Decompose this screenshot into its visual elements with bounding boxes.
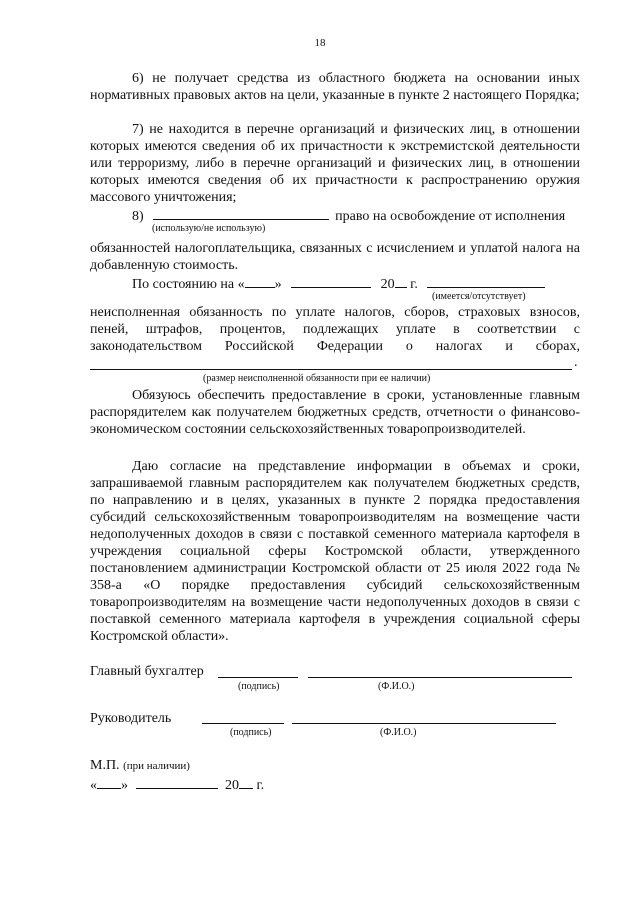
obligation-block bbox=[90, 387, 580, 438]
status-presence-blank[interactable] bbox=[427, 274, 545, 288]
amount-blank[interactable] bbox=[90, 369, 572, 370]
status-text: неисполненная обязанность по уплате налогов, сборов, страховых взносов, пеней, штрафов, процентов, подлежащих уплате в соответствии с законодательством Российской Федерации о налогах и сборах, bbox=[90, 305, 580, 354]
amount-hint: (размер неисполненной обязанности при ее наличии) bbox=[203, 373, 431, 384]
stamp-year-blank[interactable] bbox=[239, 775, 253, 789]
page-number: 18 bbox=[314, 37, 326, 49]
stamp-label: М.П. bbox=[90, 758, 120, 773]
status-hint: (имеется/отсутствует) bbox=[432, 291, 526, 302]
stamp-line bbox=[90, 757, 580, 775]
stamp-year: 20 bbox=[225, 778, 239, 793]
status-end-dot: . bbox=[574, 355, 578, 370]
item-8-continuation: обязанностей налогоплательщика, связанных с исчислением и уплатой налога на добавленную стоимость. bbox=[90, 241, 580, 273]
stamp-note: (при наличии) bbox=[123, 760, 190, 772]
consent-text: Даю согласие на представление информации в объемах и сроки, запрашиваемой главным распорядителем как получателем бюджетных средств, по направлению и в целях, указанных в пункте 2 порядка предоставления субсидий сельскохозяйственным товаропроизводителям на возмещение части недополученных доходов в связи с поставкой семенного материала картофеля в учреждения социальной сферы Костромской области, утвержденного постановлением администрации Костромской области от 25 июля 2022 года № 358-а «О порядке предоставления субсидий сельскохозяйственным товаропроизводителям на возмещение части недополученных доходов в связи с поставкой семенного материала картофеля в учреждения социальной сферы Костромской области». bbox=[90, 459, 580, 644]
consent-block bbox=[90, 458, 580, 645]
head-line bbox=[90, 710, 580, 727]
status-text-block bbox=[90, 304, 580, 355]
head-signature-hint: (подпись) bbox=[230, 727, 272, 738]
status-year: 20 bbox=[380, 277, 395, 292]
stamp-quote-open: « bbox=[90, 778, 97, 793]
chief-accountant-name-field[interactable] bbox=[308, 677, 572, 678]
head-signature-field[interactable] bbox=[202, 723, 284, 724]
head-label: Руководитель bbox=[90, 711, 172, 726]
obligation-text: Обязуюсь обеспечить предоставление в сроки, установленные главным распорядителем как получателем бюджетных средств, отчетности о финансово-экономическом состоянии сельскохозяйственных товаропроизводителей. bbox=[90, 388, 580, 437]
status-day-blank[interactable] bbox=[245, 274, 275, 288]
head-name-field[interactable] bbox=[292, 723, 556, 724]
item-7-text: 7) не находится в перечне организаций и физических лиц, в отношении которых имеются сведения об их причастности к экстремистской деятельности или терроризму, либо в перечне организаций и физических лиц, в отношении которых имеются сведения об их причастности к распространению оружия массового уничтожения; bbox=[90, 122, 580, 205]
stamp-month-blank[interactable] bbox=[136, 775, 218, 789]
stamp-day-blank[interactable] bbox=[97, 775, 121, 789]
chief-accountant-name-hint: (Ф.И.О.) bbox=[378, 681, 415, 692]
item-6 bbox=[90, 70, 580, 104]
item-8-number: 8) bbox=[132, 209, 144, 224]
stamp-year-suffix: г. bbox=[256, 778, 265, 793]
status-quote-close: » bbox=[274, 277, 282, 292]
item-8-text: право на освобождение от исполнения bbox=[335, 209, 566, 224]
item-8-continuation-block bbox=[90, 240, 580, 274]
status-prefix: По состоянию на « bbox=[132, 277, 245, 292]
chief-accountant-signature-hint: (подпись) bbox=[238, 681, 280, 692]
status-year-blank[interactable] bbox=[395, 274, 407, 288]
stamp-date-line bbox=[90, 775, 580, 794]
item-8-blank[interactable] bbox=[153, 206, 329, 220]
status-month-blank[interactable] bbox=[291, 274, 371, 288]
status-year-suffix: г. bbox=[410, 277, 418, 292]
chief-accountant-label: Главный бухгалтер bbox=[90, 664, 204, 679]
chief-accountant-signature-field[interactable] bbox=[218, 677, 298, 678]
item-6-text: 6) не получает средства из областного бюджета на основании иных нормативных правовых актов на цели, указанные в пункте 2 настоящего Порядка; bbox=[90, 71, 580, 103]
head-name-hint: (Ф.И.О.) bbox=[380, 727, 417, 738]
item-7 bbox=[90, 121, 580, 206]
stamp-quote-close: » bbox=[121, 778, 128, 793]
item-8-hint: (использую/не использую) bbox=[152, 223, 266, 234]
